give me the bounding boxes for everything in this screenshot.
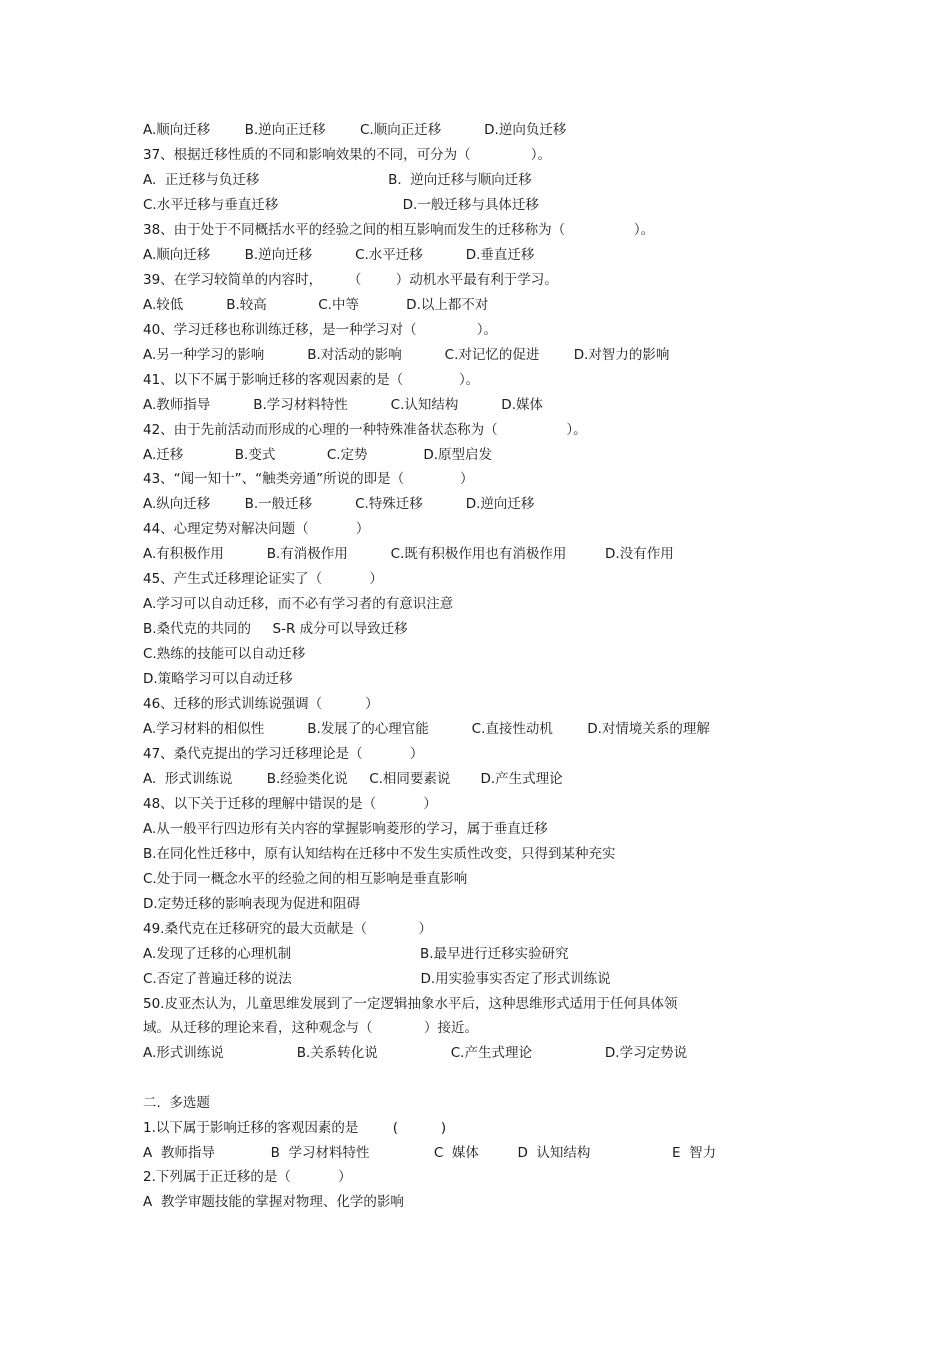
question-45: 45、产生式迁移理论证实了（ ） [143, 571, 383, 587]
question-36-options: A.顺向迁移 B.逆向正迁移 C.顺向正迁移 D.逆向负迁移 [143, 122, 567, 138]
question-42: 42、由于先前活动而形成的心理的一种特殊准备状态称为（ ）。 [143, 422, 587, 438]
question-50-line-2: 域。从迁移的理论来看，这种观念与（ ）接近。 [143, 1020, 478, 1036]
question-39: 39、在学习较简单的内容时， （ ）动机水平最有利于学习。 [143, 272, 558, 288]
multi-question-1: 1.以下属于影响迁移的客观因素的是 ( ) [143, 1120, 447, 1136]
question-49-options-cd: C.否定了普遍迁移的说法 D.用实验事实否定了形式训练说 [143, 971, 611, 987]
question-48-option-c: C.处于同一概念水平的经验之间的相互影响是垂直影响 [143, 871, 468, 887]
question-45-option-d: D.策略学习可以自动迁移 [143, 671, 293, 687]
question-45-option-a: A.学习可以自动迁移，而不必有学习者的有意识注意 [143, 596, 454, 612]
question-37: 37、根据迁移性质的不同和影响效果的不同，可分为（ ）。 [143, 147, 552, 163]
question-45-option-c: C.熟练的技能可以自动迁移 [143, 646, 306, 662]
question-48-option-a: A.从一般平行四边形有关内容的掌握影响菱形的学习，属于垂直迁移 [143, 821, 548, 837]
multi-question-2-option-a: A 教学审题技能的掌握对物理、化学的影响 [143, 1194, 404, 1210]
question-47-options: A. 形式训练说 B.经验类化说 C.相同要素说 D.产生式理论 [143, 771, 563, 787]
question-43: 43、“闻一知十”、“触类旁通”所说的即是（ ） [143, 471, 474, 487]
question-38: 38、由于处于不同概括水平的经验之间的相互影响而发生的迁移称为（ ）。 [143, 222, 655, 238]
question-50-line-1: 50.皮亚杰认为，儿童思维发展到了一定逻辑抽象水平后，这种思维形式适用于任何具体领 [143, 996, 678, 1012]
question-44: 44、心理定势对解决问题（ ） [143, 521, 370, 537]
section-heading-multiple-choice: 二. 多选题 [143, 1095, 210, 1111]
question-38-options: A.顺向迁移 B.逆向迁移 C.水平迁移 D.垂直迁移 [143, 247, 535, 263]
question-49: 49.桑代克在迁移研究的最大贡献是（ ） [143, 921, 432, 937]
question-39-options: A.较低 B.较高 C.中等 D.以上都不对 [143, 297, 489, 313]
question-41: 41、以下不属于影响迁移的客观因素的是（ ）。 [143, 372, 480, 388]
multi-question-2: 2.下列属于正迁移的是（ ） [143, 1169, 352, 1185]
question-48-option-b: B.在同化性迁移中，原有认知结构在迁移中不发生实质性改变，只得到某种充实 [143, 846, 616, 862]
question-37-options-ab: A. 正迁移与负迁移 B. 逆向迁移与顺向迁移 [143, 172, 532, 188]
question-47: 47、桑代克提出的学习迁移理论是（ ） [143, 746, 424, 762]
question-45-option-b: B.桑代克的共同的 S-R 成分可以导致迁移 [143, 621, 408, 637]
question-48-option-d: D.定势迁移的影响表现为促进和阻碍 [143, 896, 361, 912]
question-40-options: A.另一种学习的影响 B.对活动的影响 C.对记忆的促进 D.对智力的影响 [143, 347, 670, 363]
question-48: 48、以下关于迁移的理解中错误的是（ ） [143, 796, 437, 812]
question-49-options-ab: A.发现了迁移的心理机制 B.最早进行迁移实验研究 [143, 946, 569, 962]
question-37-options-cd: C.水平迁移与垂直迁移 D.一般迁移与具体迁移 [143, 197, 539, 213]
question-46: 46、迁移的形式训练说强调（ ） [143, 696, 379, 712]
question-50-options: A.形式训练说 B.关系转化说 C.产生式理论 D.学习定势说 [143, 1045, 688, 1061]
question-44-options: A.有积极作用 B.有消极作用 C.既有积极作用也有消极作用 D.没有作用 [143, 546, 674, 562]
question-43-options: A.纵向迁移 B.一般迁移 C.特殊迁移 D.逆向迁移 [143, 496, 535, 512]
question-40: 40、学习迁移也称训练迁移，是一种学习对（ ）。 [143, 322, 498, 338]
question-46-options: A.学习材料的相似性 B.发展了的心理官能 C.直接性动机 D.对情境关系的理解 [143, 721, 710, 737]
question-42-options: A.迁移 B.变式 C.定势 D.原型启发 [143, 447, 493, 463]
question-41-options: A.教师指导 B.学习材料特性 C.认知结构 D.媒体 [143, 397, 543, 413]
multi-question-1-options: A 教师指导 B 学习材料特性 C 媒体 D 认知结构 E 智力 [143, 1145, 717, 1161]
